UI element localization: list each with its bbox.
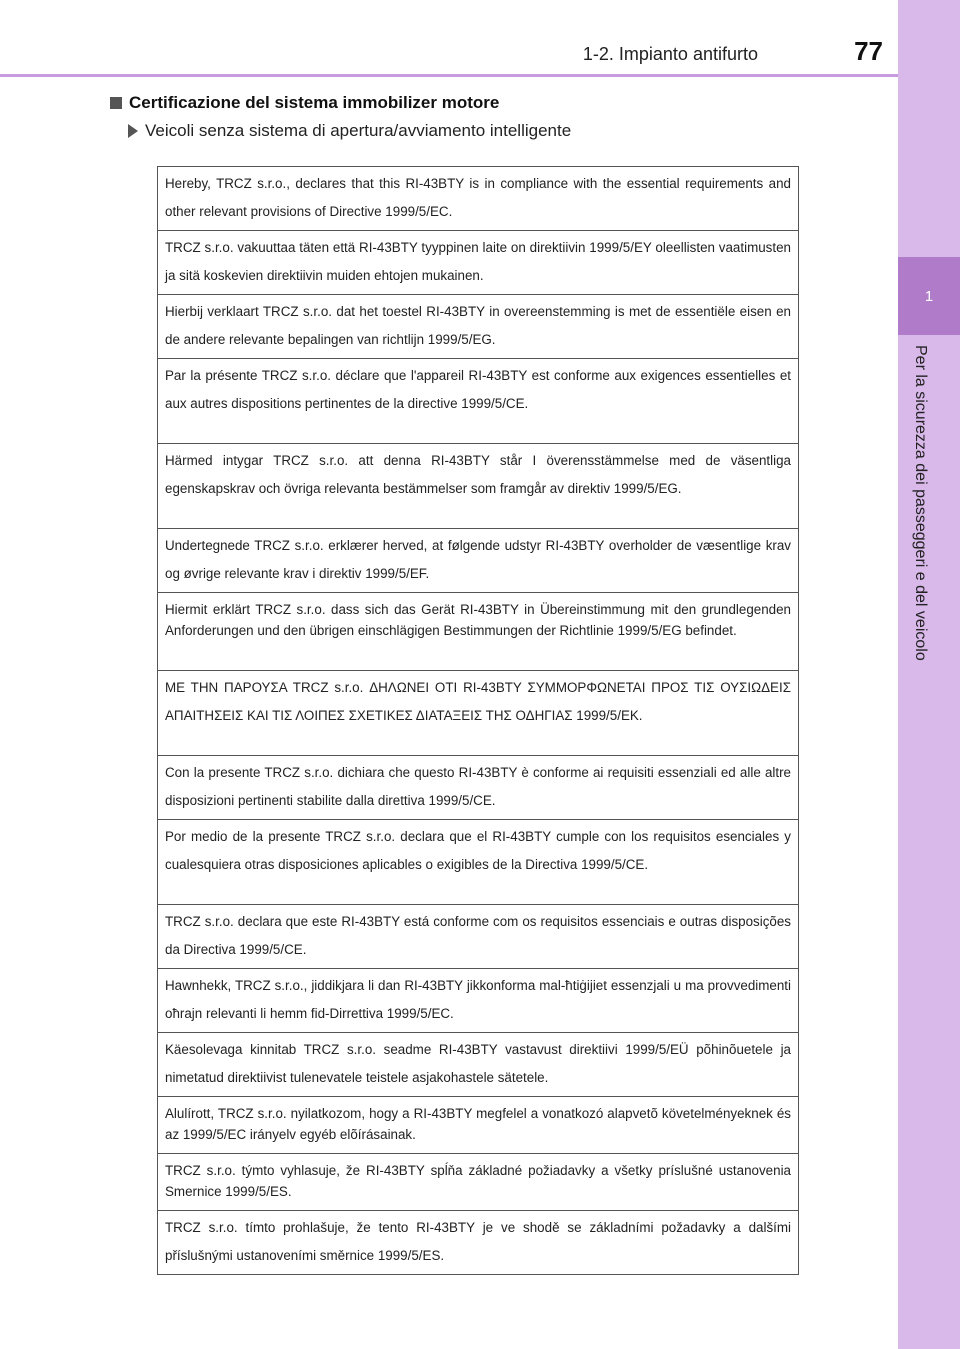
declaration-row — [158, 671, 799, 756]
declaration-text: TRCZ s.r.o. vakuuttaa täten että RI-43BTY tyyppinen laite on direktiivin 1999/5/EY oleellisten vaatimusten ja sitä koskevien direktiivin muiden ehtojen mukainen. — [158, 231, 799, 295]
declaration-row — [158, 1154, 799, 1211]
page-number: 77 — [854, 36, 883, 66]
declaration-row — [158, 905, 799, 969]
declaration-row — [158, 167, 799, 231]
declaration-text: ΜΕ ΤΗΝ ΠΑΡΟΥΣΑ TRCZ s.r.o. ΔΗΛΩΝΕΙ ΟΤΙ RI-43BTY ΣΥΜΜΟΡΦΩΝΕΤΑΙ ΠΡΟΣ ΤΙΣ ΟΥΣΙΩΔΕΙΣ ΑΠΑΙΤΗΣΕΙΣ ΚΑΙ ΤΙΣ ΛΟΙΠΕΣ ΣΧΕΤΙΚΕΣ ΔΙΑΤΑΞΕΙΣ ΤΗΣ ΟΔΗΓΙΑΣ 1999/5/ΕΚ. — [158, 671, 799, 756]
square-bullet-icon — [110, 97, 122, 109]
declaration-row — [158, 1097, 799, 1154]
chapter-number-box — [898, 257, 960, 335]
declaration-text: Hereby, TRCZ s.r.o., declares that this RI-43BTY is in compliance with the essential requirements and other relevant provisions of Directive 1999/5/EC. — [158, 167, 799, 231]
declaration-text: Käesolevaga kinnitab TRCZ s.r.o. seadme RI-43BTY vastavust direktiivi 1999/5/EÜ põhinõuetele ja nimetatud direktiivist tulenevatele teistele asjakohastele sätetele. — [158, 1033, 799, 1097]
side-tab — [898, 0, 960, 1349]
declaration-text: TRCZ s.r.o. tímto prohlašuje, že tento RI-43BTY je ve shodě se základními požadavky a dalšími příslušnými ustanoveními směrnice 1999/5/ES. — [158, 1211, 799, 1275]
declaration-text: TRCZ s.r.o. týmto vyhlasuje, že RI-43BTY spĺňa základné požiadavky a všetky príslušné ustanovenia Smernice 1999/5/ES. — [158, 1154, 799, 1211]
declaration-row — [158, 756, 799, 820]
declaration-row — [158, 295, 799, 359]
declaration-table-body — [158, 167, 799, 1275]
declaration-text: Hiermit erklärt TRCZ s.r.o. dass sich das Gerät RI-43BTY in Übereinstimmung mit den grundlegenden Anforderungen und den übrigen einschlägigen Bestimmungen der Richtlinie 1999/5/EG befindet. — [158, 593, 799, 671]
declaration-text: Härmed intygar TRCZ s.r.o. att denna RI-43BTY står I överensstämmelse med de väsentliga egenskapskrav och övriga relevanta bestämmelser som framgår av direktiv 1999/5/EG. — [158, 444, 799, 529]
declaration-row — [158, 231, 799, 295]
declaration-text: Undertegnede TRCZ s.r.o. erklærer herved, at følgende udstyr RI-43BTY overholder de væsentlige krav og øvrige relevante krav i direktiv 1999/5/EF. — [158, 529, 799, 593]
declaration-row — [158, 593, 799, 671]
chapter-number: 1 — [924, 287, 934, 305]
declaration-row — [158, 969, 799, 1033]
section-title: 1-2. Impianto antifurto — [582, 44, 758, 64]
section-heading — [110, 93, 499, 113]
chapter-title: Per la sicurezza dei passeggeri e del veicolo — [912, 345, 929, 661]
declaration-text: Hierbij verklaart TRCZ s.r.o. dat het toestel RI-43BTY in overeenstemming is met de essentiële eisen en de andere relevante bepalingen van richtlijn 1999/5/EG. — [158, 295, 799, 359]
declaration-row — [158, 1033, 799, 1097]
declaration-text: Hawnhekk, TRCZ s.r.o., jiddikjara li dan RI-43BTY jikkonforma mal-ħtiġijiet essenzjali u ma provvedimenti oħrajn relevanti li hemm fid-Dirrettiva 1999/5/EC. — [158, 969, 799, 1033]
triangle-bullet-icon — [128, 124, 138, 138]
declaration-row — [158, 359, 799, 444]
subsection-heading — [128, 121, 571, 141]
declaration-text: Por medio de la presente TRCZ s.r.o. declara que el RI-43BTY cumple con los requisitos esenciales y cualesquiera otras disposiciones aplicables o exigibles de la Directiva 1999/5/CE. — [158, 820, 799, 905]
declaration-row — [158, 820, 799, 905]
declaration-text: Con la presente TRCZ s.r.o. dichiara che questo RI-43BTY è conforme ai requisiti essenziali ed alle altre disposizioni pertinenti stabilite dalla direttiva 1999/5/CE. — [158, 756, 799, 820]
subsection-heading-text: Veicoli senza sistema di apertura/avviamento intelligente — [145, 121, 572, 140]
declaration-table — [157, 166, 799, 1275]
declaration-row — [158, 444, 799, 529]
declaration-text: Alulírott, TRCZ s.r.o. nyilatkozom, hogy a RI-43BTY megfelel a vonatkozó alapvetõ követelményeknek és az 1999/5/EC irányelv egyéb elõírásainak. — [158, 1097, 799, 1154]
declaration-text: Par la présente TRCZ s.r.o. déclare que l'appareil RI-43BTY est conforme aux exigences essentielles et aux autres dispositions pertinentes de la directive 1999/5/CE. — [158, 359, 799, 444]
section-heading-text: Certificazione del sistema immobilizer motore — [129, 93, 500, 112]
declaration-text: TRCZ s.r.o. declara que este RI-43BTY está conforme com os requisitos essenciais e outras disposições da Directiva 1999/5/CE. — [158, 905, 799, 969]
declaration-row — [158, 1211, 799, 1275]
declaration-row — [158, 529, 799, 593]
header-divider — [0, 74, 898, 77]
